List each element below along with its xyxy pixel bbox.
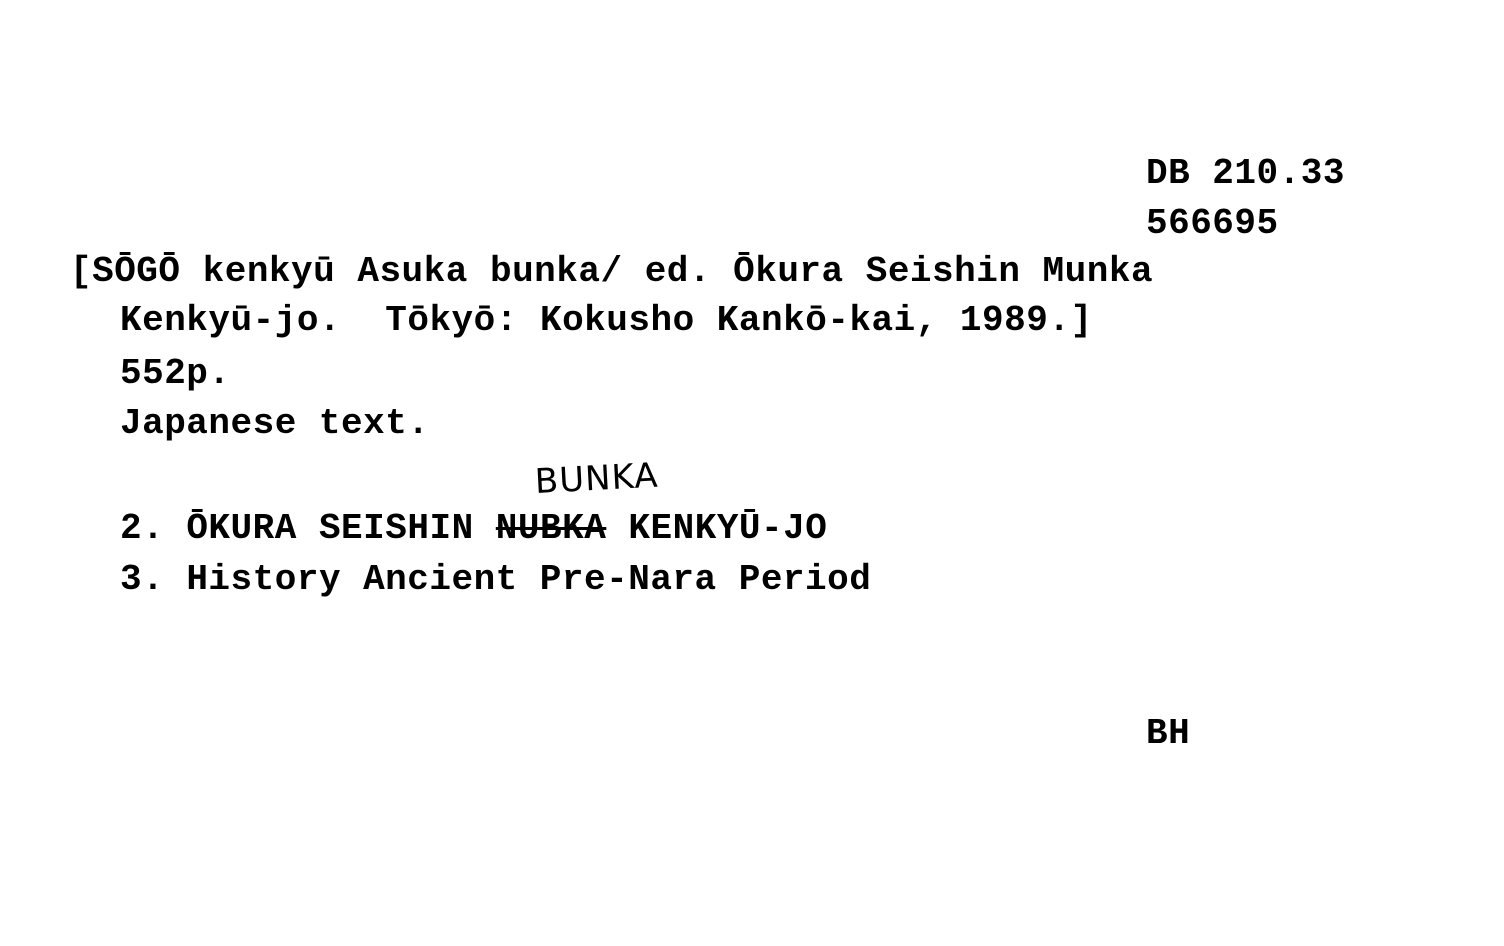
tracing-3-part-3: Pre-Nara Period	[539, 559, 872, 600]
tracing-2-struck-word: NUBKA	[495, 508, 607, 549]
title-line-1: [SŌGŌ kenkyū Asuka bunka/ ed. Ōkura Seishin Munka	[70, 251, 1154, 292]
tracing-2-after: KENKYŪ-JO	[606, 508, 828, 549]
call-number-line-2: 566695	[1146, 203, 1279, 244]
title-line-2: Kenkyū-jo. Tōkyō: Kokusho Kankō-kai, 1989.]	[120, 300, 1093, 341]
call-number-line-1: DB 210.33	[1146, 153, 1345, 194]
tracing-3	[120, 556, 871, 604]
handwritten-correction: BUNKA	[533, 455, 660, 502]
tracing-3-part-2: Ancient	[363, 559, 518, 600]
language-note: Japanese text.	[120, 403, 430, 444]
tracing-2-before: ŌKURA SEISHIN	[186, 508, 496, 549]
tracing-2-number: 2.	[120, 508, 165, 549]
tracing-3-number: 3.	[120, 559, 165, 600]
pagination: 552p.	[120, 353, 231, 394]
tracing-2	[120, 505, 827, 553]
tracing-3-part-1: History	[186, 559, 342, 600]
cataloger-initials: BH	[1146, 713, 1191, 754]
